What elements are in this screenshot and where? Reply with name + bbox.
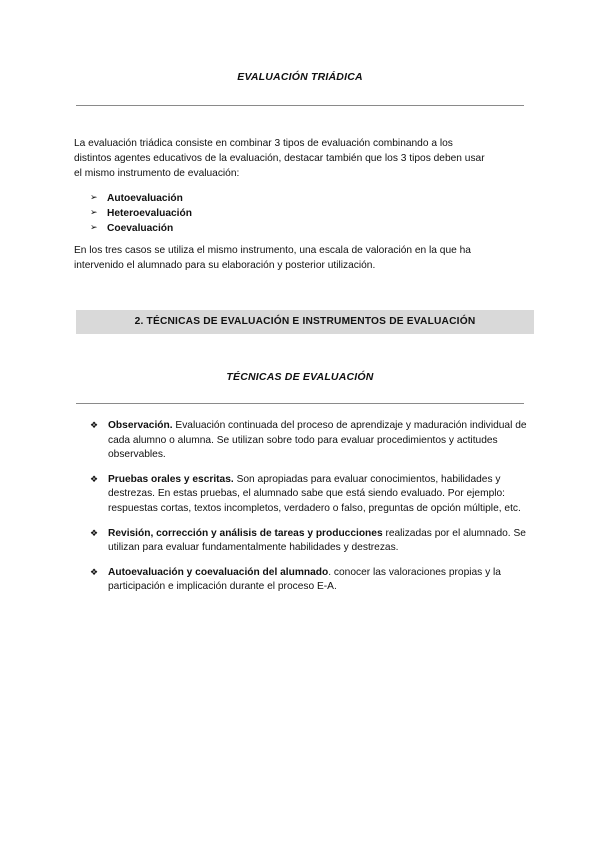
divider-section — [76, 403, 524, 404]
closing-line: En los tres casos se utiliza el mismo instrumento, una escala de valoración en la que ha — [74, 245, 471, 256]
evaluation-types-list — [90, 191, 192, 236]
list-item-label: Autoevaluación — [107, 193, 183, 204]
intro-paragraph — [74, 136, 534, 181]
technique-name: Pruebas orales y escritas. — [108, 473, 234, 485]
intro-line: el mismo instrumento de evaluación: — [74, 168, 240, 179]
list-item — [90, 527, 530, 556]
arrow-icon: ➢ — [90, 193, 98, 203]
diamond-bullet-icon: ❖ — [90, 474, 99, 485]
closing-line: intervenido el alumnado para su elaboración y posterior utilización. — [74, 260, 376, 271]
list-item — [90, 191, 192, 206]
intro-line: distintos agentes educativos de la evaluación, destacar también que los 3 tipos deben usar — [74, 153, 485, 164]
technique-name: Autoevaluación y coevaluación del alumnado — [108, 566, 329, 578]
diamond-bullet-icon: ❖ — [90, 421, 99, 431]
section-subtitle: TÉCNICAS DE EVALUACIÓN — [226, 371, 374, 383]
list-item — [90, 566, 530, 595]
list-item-label: Heteroevaluación — [107, 208, 192, 219]
techniques-list — [90, 419, 530, 605]
technique-description: Son apropiadas para evaluar conocimientos, habilidades y destrezas. En estas pruebas, el alumnado sabe que está siendo evaluado. Por ejemplo: respuestas cortas, textos incompletos, verdadero o falso, preguntas de opción múltiple, etc. — [108, 473, 521, 514]
intro-line: La evaluación triádica consiste en combinar 3 tipos de evaluación combinando a los — [74, 138, 453, 149]
divider-top — [76, 105, 524, 106]
arrow-icon: ➢ — [90, 223, 98, 233]
technique-name: Observación. — [108, 420, 173, 431]
diamond-bullet-icon: ❖ — [90, 567, 99, 578]
list-item — [90, 473, 530, 517]
page-title: EVALUACIÓN TRIÁDICA — [237, 71, 363, 83]
arrow-icon: ➢ — [90, 208, 98, 218]
diamond-bullet-icon: ❖ — [90, 528, 99, 539]
list-item — [90, 221, 192, 236]
technique-name: Revisión, corrección y análisis de tareas y producciones — [108, 527, 383, 539]
section-heading: 2. TÉCNICAS DE EVALUACIÓN E INSTRUMENTOS DE EVALUACIÓN — [76, 310, 534, 334]
closing-paragraph — [74, 243, 534, 273]
technique-description: realizadas por el alumnado. Se utilizan para evaluar fundamentalmente habilidades y destrezas. — [108, 527, 526, 554]
technique-description: . conocer las valoraciones propias y la participación e implicación durante el proceso E-A. — [108, 566, 501, 593]
list-item — [90, 419, 530, 463]
list-item-label: Coevaluación — [107, 223, 174, 234]
technique-description: Evaluación continuada del proceso de aprendizaje y maduración individual de cada alumno o alumna. Se utilizan sobre todo para evaluar procedimientos y actitudes observables. — [108, 420, 527, 461]
list-item — [90, 206, 192, 221]
